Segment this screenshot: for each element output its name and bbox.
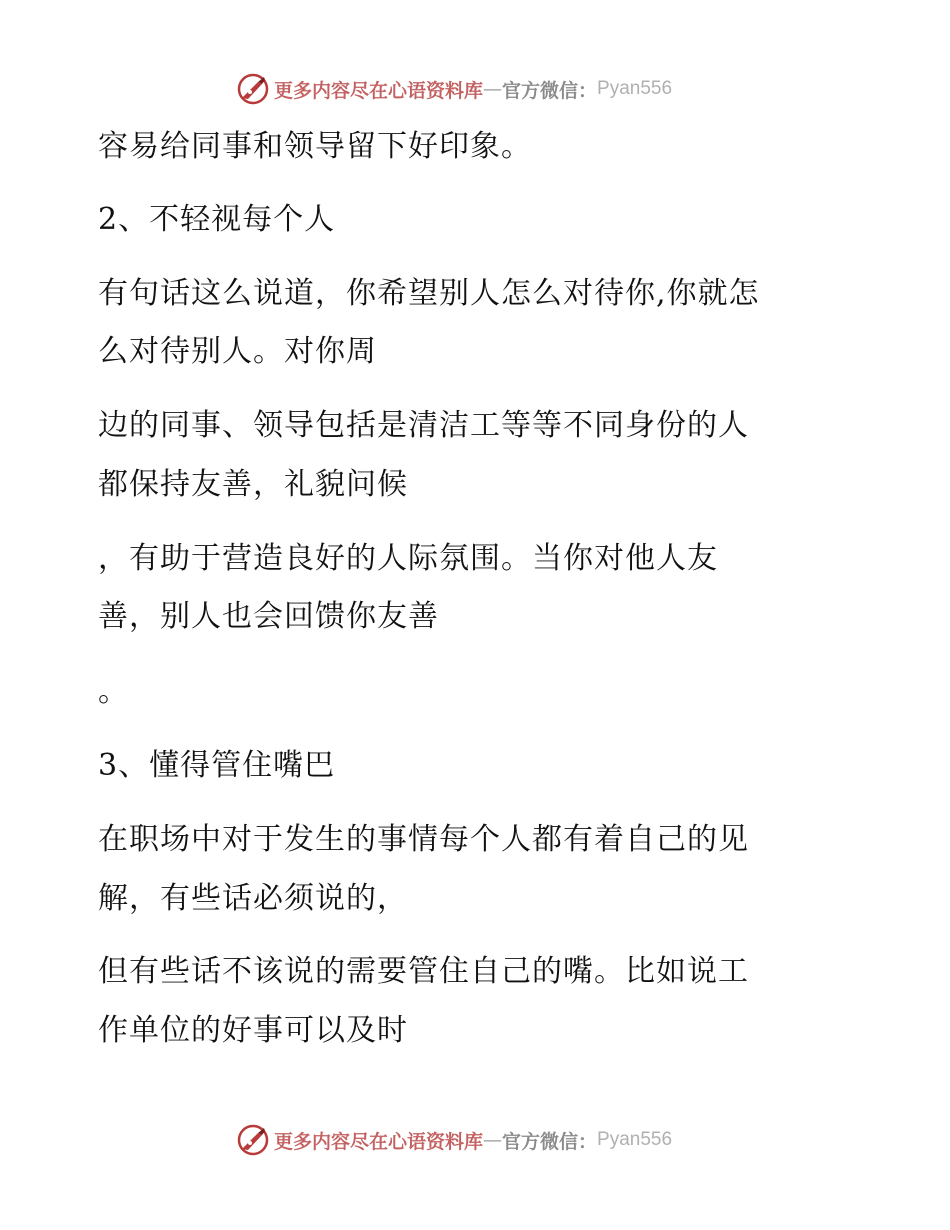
- body-line: ，有助于营造良好的人际氛围。当你对他人友: [98, 541, 718, 576]
- body-line: 容易给同事和领导留下好印象。: [98, 129, 532, 164]
- body-line: 么对待别人。对你周: [98, 334, 377, 369]
- footer-promo-text: 更多内容尽在心语资料库: [274, 1130, 484, 1153]
- header-wechat-label: 官方微信：: [502, 79, 598, 102]
- section-heading: 2、不轻视每个人: [98, 202, 336, 237]
- footer-separator: —: [483, 1129, 503, 1151]
- header-banner: [236, 72, 672, 106]
- header-separator: —: [483, 78, 503, 100]
- body-line: 有句话这么说道，你希望别人怎么对待你,你就怎: [98, 276, 760, 311]
- pen-logo-icon: [236, 1123, 270, 1157]
- pen-logo-icon: [236, 72, 270, 106]
- body-line: 在职场中对于发生的事情每个人都有着自己的见: [98, 822, 749, 857]
- footer-wechat-id: Pyan556: [597, 1129, 673, 1150]
- body-line: 。: [98, 674, 129, 709]
- body-line: 善，别人也会回馈你友善: [98, 599, 439, 634]
- body-line: 解，有些话必须说的，: [98, 881, 408, 916]
- footer-banner: [236, 1123, 672, 1157]
- body-line: 但有些话不该说的需要管住自己的嘴。比如说工: [98, 954, 749, 989]
- header-wechat-id: Pyan556: [597, 78, 673, 99]
- header-promo-text: 更多内容尽在心语资料库: [274, 79, 484, 102]
- footer-wechat-label: 官方微信：: [502, 1130, 598, 1153]
- section-heading: 3、懂得管住嘴巴: [98, 748, 336, 783]
- body-line: 都保持友善，礼貌问候: [98, 467, 408, 502]
- body-line: 作单位的好事可以及时: [98, 1013, 408, 1048]
- body-line: 边的同事、领导包括是清洁工等等不同身份的人: [98, 408, 749, 443]
